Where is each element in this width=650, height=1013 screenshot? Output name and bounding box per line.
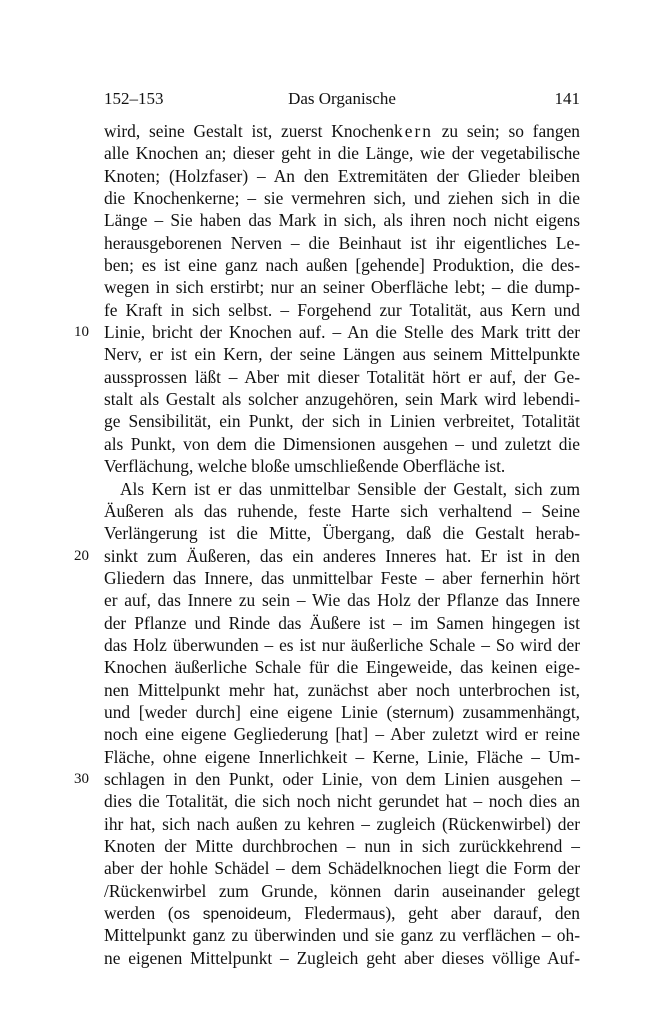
text-line xyxy=(104,947,580,969)
text-line xyxy=(104,924,580,946)
text-line xyxy=(104,522,580,544)
text-segment: wird, seine Gestalt ist, zuerst Knochen xyxy=(104,121,395,141)
text-segment: Fläche, ohne eigene Innerlichkeit – Kerne, Linie, Fläche – Um- xyxy=(104,746,580,767)
text-line xyxy=(104,433,580,455)
text-segment: schlagen in den Punkt, oder Linie, von dem Linien ausgehen – xyxy=(104,768,580,789)
text-segment: Verlängerung ist die Mitte, Übergang, daß die Gestalt herab- xyxy=(104,523,580,544)
text-line xyxy=(104,254,580,276)
text-line xyxy=(74,768,580,790)
emphasized-text: kern xyxy=(394,121,433,141)
text-line xyxy=(104,478,580,500)
text-segment: zu sein; so fangen xyxy=(432,121,580,141)
emphasized-text: sternum xyxy=(392,704,449,722)
text-line xyxy=(104,343,580,365)
text-segment: als Punkt, von dem die Dimensionen ausgehen – und zuletzt die xyxy=(104,433,580,454)
text-segment: fe Kraft in sich selbst. – Forgehend zur Totalität, aus Kern und xyxy=(104,299,580,320)
text-line xyxy=(74,321,580,343)
text-segment: ) zusammenhängt, xyxy=(448,701,581,722)
text-line xyxy=(104,589,580,611)
text-segment: ben; es ist eine ganz nach außen [gehende] Produktion, die des- xyxy=(104,255,580,276)
text-segment: werden ( xyxy=(104,903,174,924)
text-segment: aussprossen läßt – Aber mit dieser Totalität hört er auf, der Ge- xyxy=(104,366,580,387)
text-segment: Knoten; (Holzfaser) – An den Extremitäten der Glieder bleiben xyxy=(104,165,580,186)
text-segment: Länge – Sie haben das Mark in sich, als ihren noch nicht eigens xyxy=(104,210,580,231)
text-line xyxy=(104,232,580,254)
text-segment: stalt als Gestalt als solcher anzugehören, sein Mark wird lebendi- xyxy=(104,389,580,410)
text-segment: Nerv, er ist ein Kern, der seine Längen aus seinem Mittelpunkte xyxy=(104,344,580,365)
text-segment: ge Sensibilität, ein Punkt, der sich in Linien verbreitet, Totalität xyxy=(104,411,580,432)
text-segment: noch eine eigene Gegliederung [hat] – Aber zuletzt wird er reine xyxy=(104,724,580,745)
text-segment: Verflächung, welche bloße umschließende Oberfläche ist. xyxy=(104,456,506,477)
text-line xyxy=(104,835,580,857)
text-line xyxy=(104,813,580,835)
line-number: 20 xyxy=(74,547,89,564)
text-line xyxy=(104,410,580,432)
text-segment: das Holz überwunden – es ist nur äußerliche Schale – So wird der xyxy=(104,634,580,655)
line-number: 10 xyxy=(74,324,89,341)
text-line xyxy=(104,612,580,634)
text-segment: alle Knochen an; dieser geht in die Länge, wie der vegetabilische xyxy=(104,143,580,164)
emphasized-text: os spenoideum xyxy=(173,906,288,924)
page-range: 152–153 xyxy=(104,89,164,108)
text-segment: Knochen äußerliche Schale für die Eingeweide, das keinen eige- xyxy=(104,657,580,678)
text-segment: der Pflanze und Rinde das Äußere ist – im Samen hingegen ist xyxy=(104,612,580,633)
text-line xyxy=(104,120,580,142)
text-line xyxy=(104,701,580,723)
text-segment: ne eigenen Mittelpunkt – Zugleich geht aber dieses völlige Auf- xyxy=(104,947,580,968)
text-segment: /Rückenwirbel zum Grunde, können darin auseinander gelegt xyxy=(104,880,580,901)
text-segment: Mittelpunkt ganz zu überwinden und sie ganz zu verflächen – oh- xyxy=(104,925,580,946)
line-number: 30 xyxy=(74,770,89,787)
text-line xyxy=(104,567,580,589)
text-segment: Als Kern ist er das unmittelbar Sensible der Gestalt, sich zum xyxy=(120,478,580,499)
text-segment: er auf, das Innere zu sein – Wie das Holz der Pflanze das Innere xyxy=(104,590,580,611)
text-line xyxy=(104,142,580,164)
text-line xyxy=(104,187,580,209)
text-line xyxy=(104,790,580,812)
text-line xyxy=(104,746,580,768)
text-line xyxy=(104,500,580,522)
text-line xyxy=(104,857,580,879)
text-segment: sinkt zum Äußeren, das ein anderes Inneres hat. Er ist in den xyxy=(104,545,580,566)
text-segment: dies die Totalität, die sich noch nicht gerundet hat – noch dies an xyxy=(104,791,580,812)
running-header xyxy=(104,89,580,111)
text-line xyxy=(104,388,580,410)
text-line xyxy=(104,299,580,321)
text-line xyxy=(104,209,580,231)
text-segment: und [weder durch] eine eigene Linie ( xyxy=(104,701,393,722)
text-segment: nen Mittelpunkt mehr hat, zunächst aber noch unterbrochen ist, xyxy=(104,679,580,700)
text-segment: wegen in sich erstirbt; nur an seiner Oberfläche lebt; – die dump- xyxy=(104,277,580,298)
text-segment: , Fledermaus), geht aber darauf, den xyxy=(287,903,580,924)
text-segment: herausgeborenen Nerven – die Beinhaut ist ihr eigentliches Le- xyxy=(104,232,580,253)
text-line xyxy=(104,723,580,745)
text-line xyxy=(104,634,580,656)
text-line xyxy=(104,366,580,388)
text-segment: die Knochenkerne; – sie vermehren sich, und ziehen sich in die xyxy=(104,188,580,209)
text-segment: Äußeren als das ruhende, feste Harte sich verhaltend – Seine xyxy=(104,500,580,521)
text-line xyxy=(104,276,580,298)
text-line xyxy=(104,679,580,701)
text-line xyxy=(104,902,580,924)
text-line xyxy=(74,545,580,567)
body-text xyxy=(74,120,581,969)
text-segment: ihr hat, sich nach außen zu kehren – zugleich (Rückenwirbel) der xyxy=(104,813,580,834)
text-line xyxy=(104,656,580,678)
text-line xyxy=(104,880,580,902)
text-segment: Knoten der Mitte durchbrochen – nun in sich zurückkehrend – xyxy=(104,836,580,856)
chapter-title: Das Organische xyxy=(288,89,396,108)
text-segment: Gliedern das Innere, das unmittelbar Feste – aber fernerhin hört xyxy=(104,567,580,588)
text-segment: Linie, bricht der Knochen auf. – An die Stelle des Mark tritt der xyxy=(104,322,580,343)
text-line xyxy=(104,165,580,187)
text-line xyxy=(104,455,580,477)
page-number: 141 xyxy=(554,89,580,108)
text-segment: aber der hohle Schädel – dem Schädelknochen liegt die Form der xyxy=(104,858,580,879)
